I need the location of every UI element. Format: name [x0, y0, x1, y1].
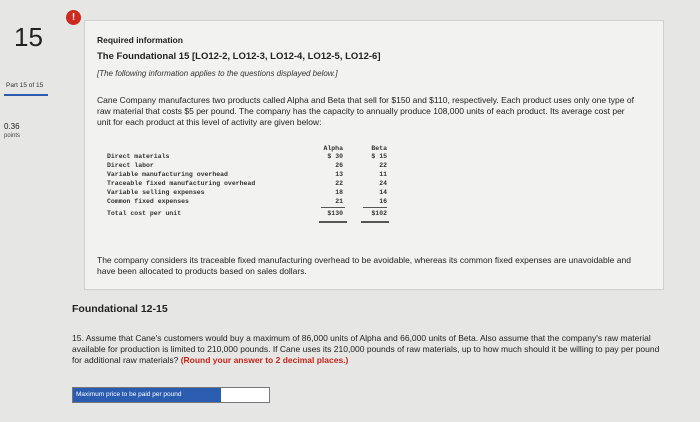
total-double-rule-alpha [319, 221, 347, 223]
question-body: 15. Assume that Cane's customers would buy a maximum of 86,000 units of Alpha and 66,000 units of Beta. Also assume that the company's raw material available for production is limited to 210,000 pounds. If Cane uses its 210,000 pounds of raw materials, up to how much should it be willing to pay per pound for additional raw materials? [72, 333, 660, 365]
column-header-alpha: Alpha [323, 145, 343, 152]
required-label: Required information [97, 35, 183, 45]
alpha-value: 18 [335, 189, 343, 196]
total-double-rule-beta [361, 221, 389, 223]
row-label: Variable selling expenses [107, 189, 205, 196]
points-value: 0.36 [4, 122, 20, 131]
beta-value: 22 [379, 162, 387, 169]
alpha-value: 13 [335, 171, 343, 178]
sidebar [0, 0, 66, 422]
subtotal-rule-beta [363, 207, 387, 208]
alert-icon[interactable]: ! [66, 10, 81, 25]
intro-text: Cane Company manufactures two products called Alpha and Beta that sell for $150 and $110, respectively. Each product uses only one type of raw material that costs $5 per pound. The company has the capacity to annually produce 108,000 units of each product. Its average cost per unit for each product at this level of activity are given below: [97, 95, 634, 127]
section-title: Foundational 12-15 [72, 303, 168, 315]
column-header-beta: Beta [371, 145, 387, 152]
beta-value: 24 [379, 180, 387, 187]
answer-row [72, 387, 270, 403]
table-row [107, 198, 397, 207]
table-row [107, 180, 397, 189]
row-label: Variable manufacturing overhead [107, 171, 228, 178]
alpha-value: 21 [335, 198, 343, 205]
card-title: The Foundational 15 [LO12-2, LO12-3, LO12-4, LO12-5, LO12-6] [97, 51, 381, 62]
required-information-card [84, 20, 664, 290]
row-label: Direct labor [107, 162, 154, 169]
rounding-instruction: (Round your answer to 2 decimal places.) [180, 355, 349, 365]
beta-value: $102 [371, 210, 387, 217]
row-label: Direct materials [107, 153, 170, 160]
table-row [107, 153, 397, 162]
part-progress-bar [4, 94, 48, 96]
max-price-input[interactable] [221, 388, 269, 402]
beta-value: 16 [379, 198, 387, 205]
alpha-value: $ 30 [327, 153, 343, 160]
beta-value: $ 15 [371, 153, 387, 160]
applies-note: [The following information applies to the questions displayed below.] [97, 69, 338, 78]
table-row [107, 189, 397, 198]
alpha-value: 26 [335, 162, 343, 169]
part-indicator: Part 15 of 15 [6, 82, 44, 89]
points-label: points [4, 133, 21, 139]
table-row [107, 162, 397, 171]
table-row [107, 171, 397, 180]
question-text [72, 333, 662, 366]
overhead-note: The company considers its traceable fixed manufacturing overhead to be avoidable, whereas its common fixed expenses are unavoidable and have been allocated to products based on sales dollars. [97, 255, 631, 276]
row-label: Total cost per unit [107, 210, 182, 217]
answer-label: Maximum price to be paid per pound [73, 388, 221, 402]
subtotal-rule-alpha [321, 207, 345, 208]
beta-value: 11 [379, 171, 387, 178]
question-number: 15 [14, 22, 43, 52]
row-label: Common fixed expenses [107, 198, 189, 205]
alpha-value: $130 [327, 210, 343, 217]
alpha-value: 22 [335, 180, 343, 187]
table-total-row [107, 210, 397, 219]
row-label: Traceable fixed manufacturing overhead [107, 180, 256, 187]
beta-value: 14 [379, 189, 387, 196]
